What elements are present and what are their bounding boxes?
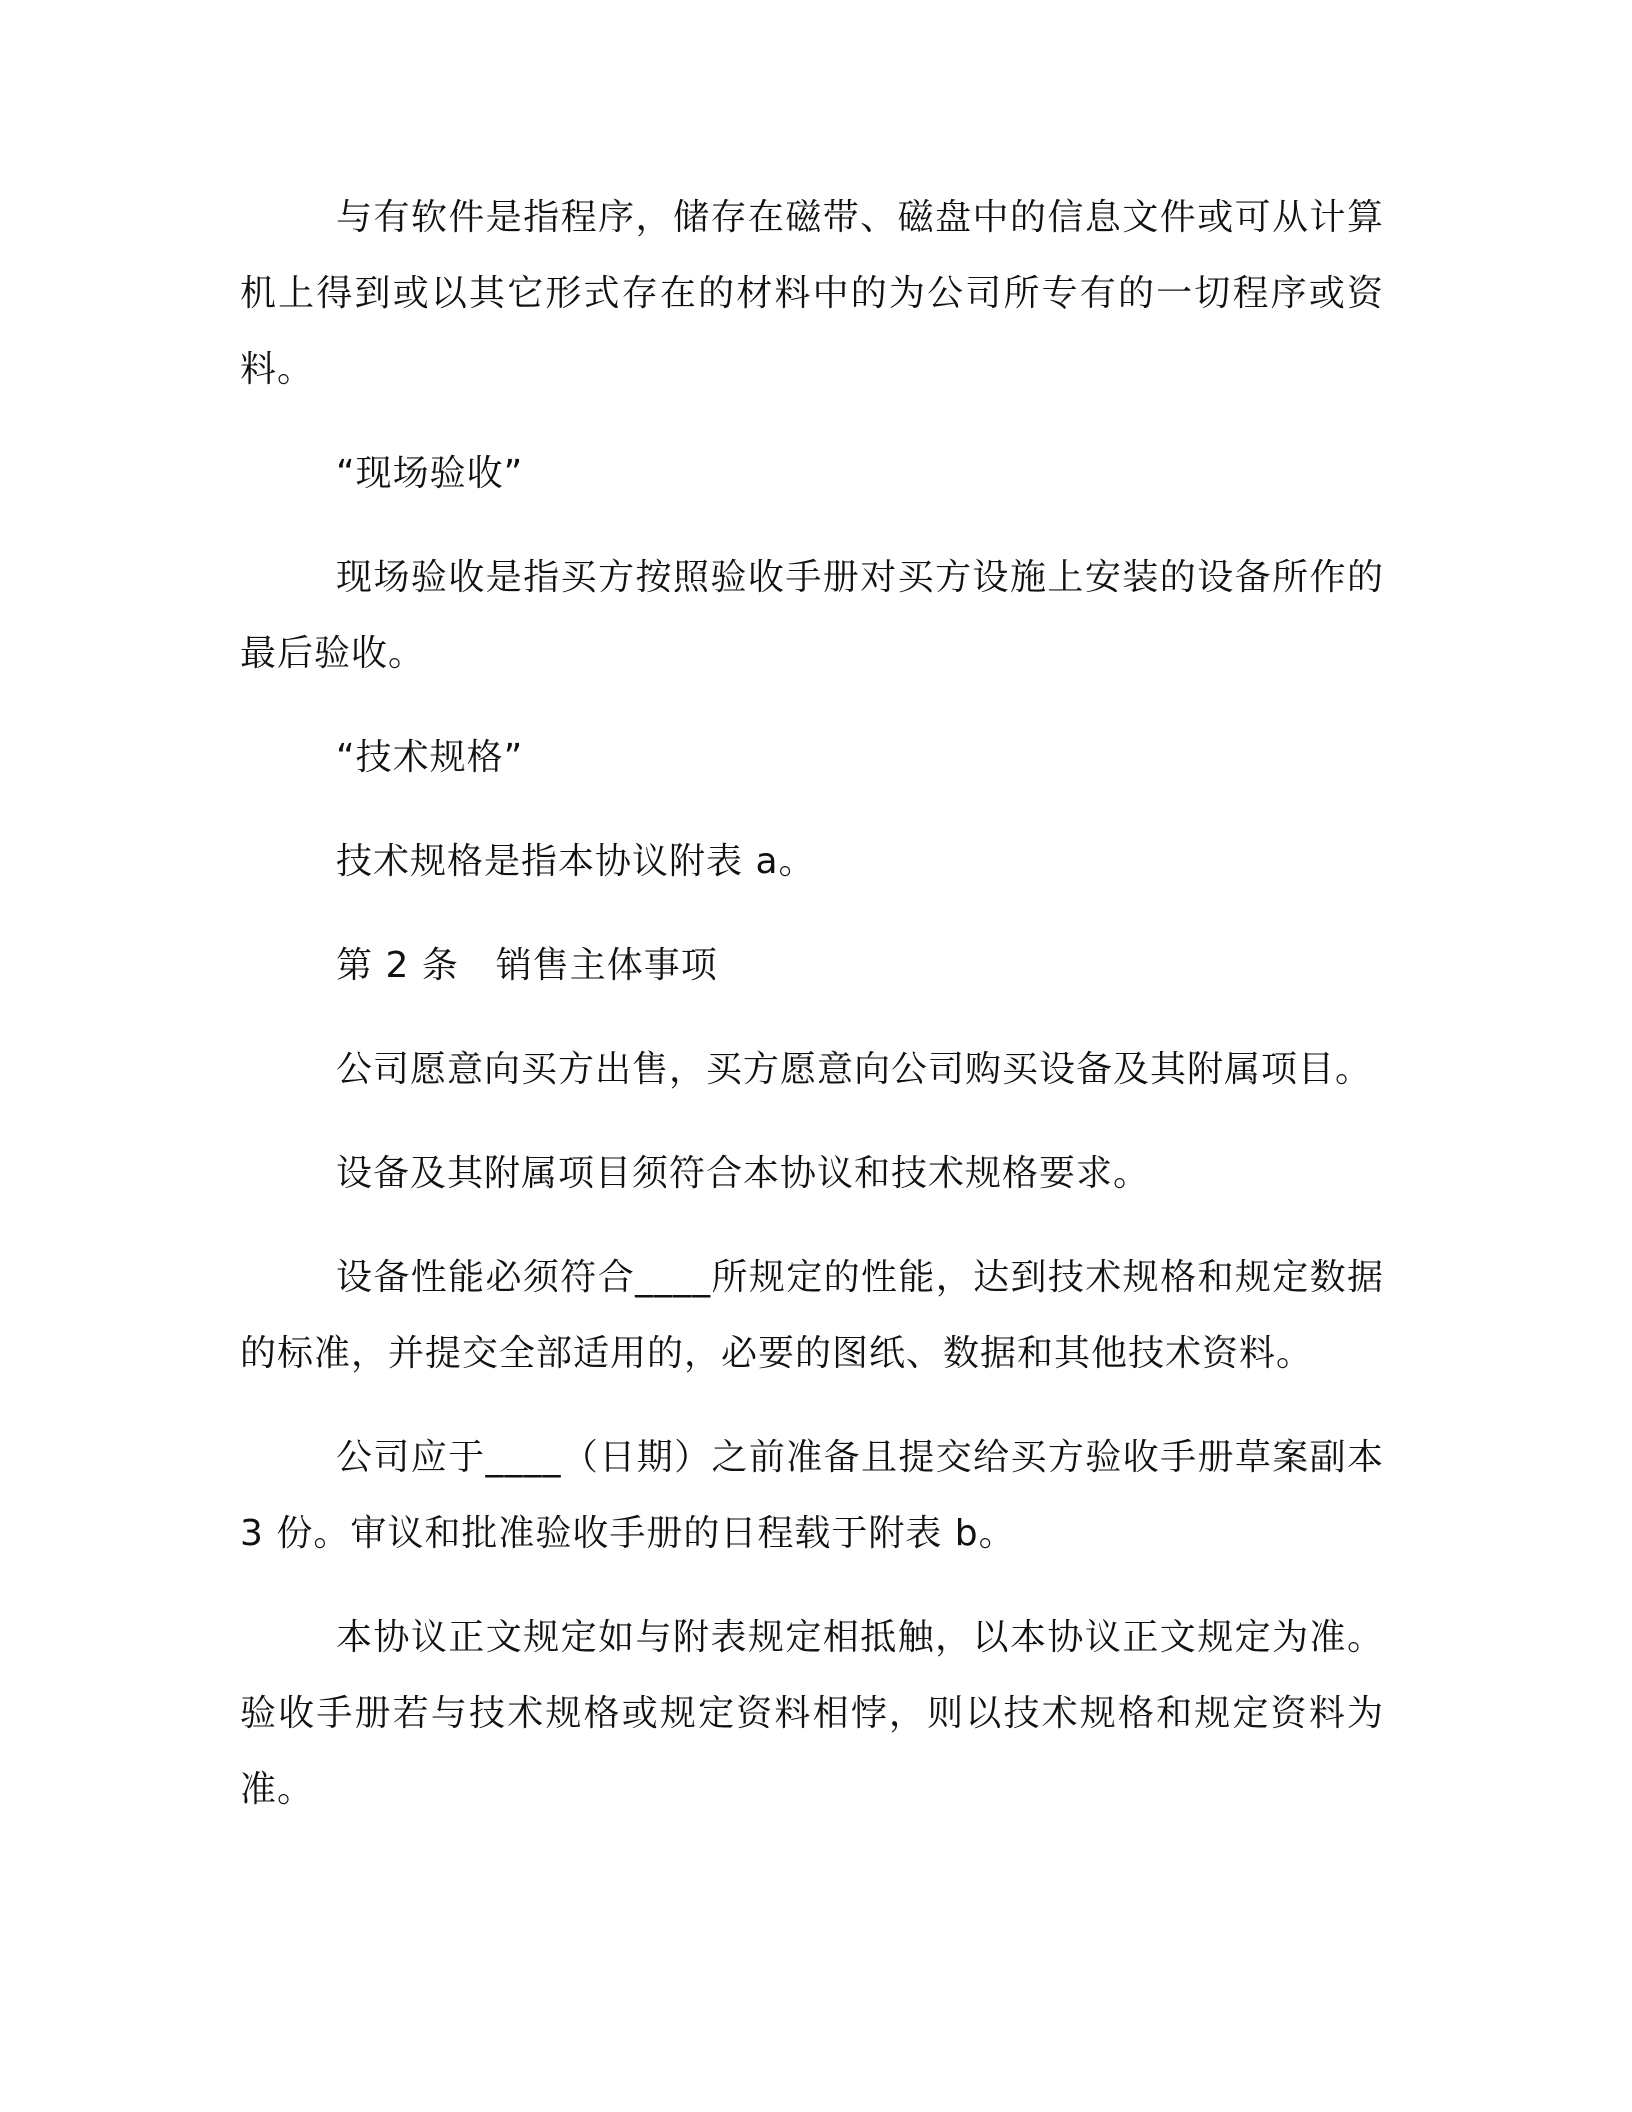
paragraph-precedence-rule: 本协议正文规定如与附表规定相抵触，以本协议正文规定为准。验收手册若与技术规格或规定资料相悖，则以技术规格和规定资料为准。 [240, 1617, 1384, 1810]
term-heading-site-acceptance: “现场验收” [336, 453, 524, 494]
document-body [240, 180, 1384, 1856]
paragraph-equipment-performance: 设备性能必须符合____所规定的性能，达到技术规格和规定数据的标准，并提交全部适用的，必要的图纸、数据和其他技术资料。 [240, 1257, 1384, 1374]
term-heading-technical-specs: “技术规格” [336, 737, 524, 778]
paragraph-site-acceptance-definition: 现场验收是指买方按照验收手册对买方设施上安装的设备所作的最后验收。 [240, 557, 1384, 674]
paragraph-technical-specs-definition: 技术规格是指本协议附表 a。 [336, 841, 816, 882]
article-2-heading: 第 2 条 销售主体事项 [336, 945, 718, 986]
paragraph-software-definition: 与有软件是指程序，储存在磁带、磁盘中的信息文件或可从计算机上得到或以其它形式存在的材料中的为公司所专有的一切程序或资料。 [240, 197, 1384, 390]
paragraph-equipment-compliance: 设备及其附属项目须符合本协议和技术规格要求。 [336, 1153, 1151, 1194]
paragraph-acceptance-manual-draft: 公司应于____（日期）之前准备且提交给买方验收手册草案副本 3 份。审议和批准验收手册的日程载于附表 b。 [240, 1437, 1384, 1554]
paragraph-sale-agreement: 公司愿意向买方出售，买方愿意向公司购买设备及其附属项目。 [336, 1049, 1373, 1090]
